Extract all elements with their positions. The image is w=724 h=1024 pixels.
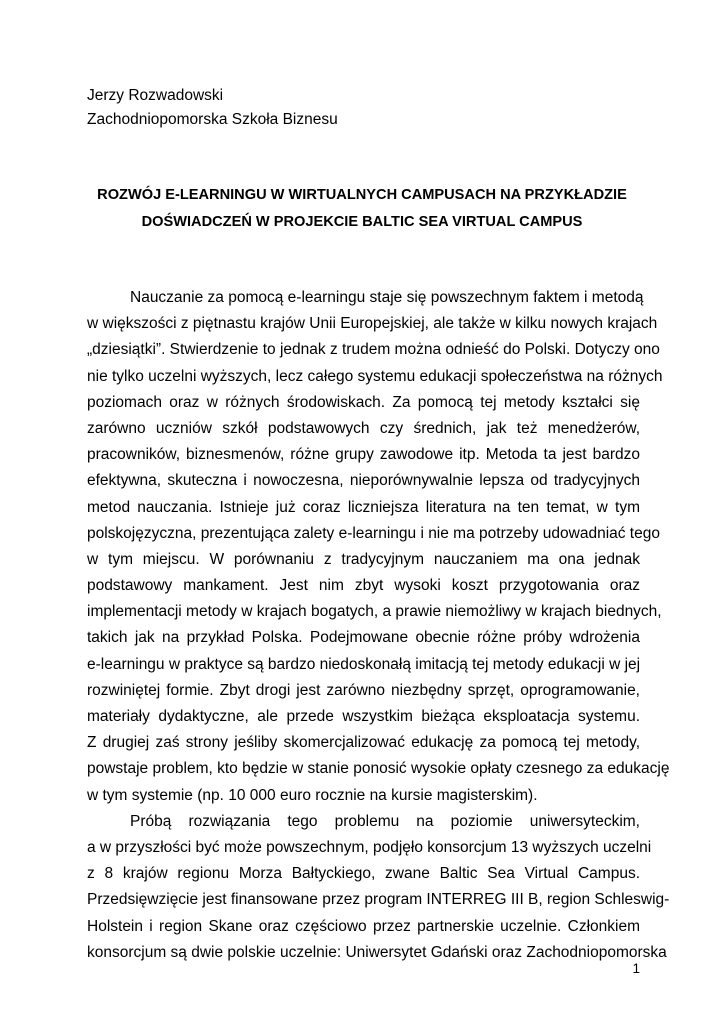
body-line: takich jak na przykład Polska. Podejmowane obecnie różne próby wdrożenia	[87, 629, 640, 647]
author-affiliation: Zachodniopomorska Szkoła Biznesu	[87, 111, 338, 128]
document-title	[60, 182, 664, 236]
body-line: w większości z piętnastu krajów Unii Europejskiej, ale także w kilku nowych krajach	[87, 315, 658, 333]
body-line: konsorcjum są dwie polskie uczelnie: Uniwersytet Gdański oraz Zachodniopomorska	[87, 943, 667, 961]
body-line: w tym miejscu. W porównaniu z tradycyjnym nauczaniem ma ona jednak	[87, 550, 640, 568]
body-line: Przedsięwzięcie jest finansowane przez program INTERREG III B, region Schleswig-	[87, 891, 670, 909]
body-line: w tym systemie (np. 10 000 euro rocznie na kursie magisterskim).	[87, 786, 538, 804]
author-name: Jerzy Rozwadowski	[87, 87, 224, 104]
body-text	[87, 285, 670, 966]
body-line: rozwiniętej formie. Zbyt drogi jest zarówno niezbędny sprzęt, oprogramowanie,	[87, 681, 640, 699]
body-line: efektywna, skuteczna i nowoczesna, nieporównywalnie lepsza od tradycyjnych	[87, 472, 640, 490]
body-line: zarówno uczniów szkół podstawowych czy średnich, jak też menedżerów,	[87, 419, 640, 437]
title-line-1: ROZWÓJ E-LEARNINGU W WIRTUALNYCH CAMPUSACH NA PRZYKŁADZIE	[97, 187, 627, 203]
author-block	[87, 84, 338, 132]
body-line: Próbą rozwiązania tego problemu na poziomie uniwersyteckim,	[130, 812, 640, 830]
body-line: Z drugiej zaś strony jeśliby skomercjalizować edukację za pomocą tej metody,	[87, 734, 640, 752]
title-line-2: DOŚWIADCZEŃ W PROJEKCIE BALTIC SEA VIRTUAL CAMPUS	[141, 214, 583, 230]
body-line: poziomach oraz w różnych środowiskach. Za pomocą tej metody kształci się	[87, 393, 640, 411]
body-line: a w przyszłości być może powszechnym, podjęło konsorcjum 13 wyższych uczelni	[87, 838, 652, 856]
body-line: nie tylko uczelni wyższych, lecz całego systemu edukacji społeczeństwa na różnych	[87, 367, 663, 385]
body-line: z 8 krajów regionu Morza Bałtyckiego, zwane Baltic Sea Virtual Campus.	[87, 865, 640, 883]
body-line: Nauczanie za pomocą e-learningu staje się powszechnym faktem i metodą	[130, 289, 644, 306]
body-line: polskojęzyczna, prezentująca zalety e-learningu i nie ma potrzeby udowadniać tego	[87, 524, 660, 542]
body-line: powstaje problem, kto będzie w stanie ponosić wysokie opłaty czesnego za edukację	[87, 760, 670, 778]
body-line: „dziesiątki”. Stwierdzenie to jednak z trudem można odnieść do Polski. Dotyczy ono	[87, 341, 660, 359]
body-line: implementacji metody w krajach bogatych, a prawie niemożliwy w krajach biednych,	[87, 603, 662, 621]
body-line: podstawowy mankament. Jest nim zbyt wysoki koszt przygotowania oraz	[87, 577, 640, 595]
body-line: e-learningu w praktyce są bardzo niedoskonałą imitacją tej metody edukacji w jej	[87, 655, 641, 673]
page-number: 1	[632, 961, 640, 976]
body-line: Holstein i region Skane oraz częściowo przez partnerskie uczelnie. Członkiem	[87, 917, 640, 935]
body-line: metod nauczania. Istnieje już coraz liczniejsza literatura na ten temat, w tym	[87, 498, 640, 516]
body-line: pracowników, biznesmenów, różne grupy zawodowe itp. Metoda ta jest bardzo	[87, 446, 640, 464]
body-line: materiały dydaktyczne, ale przede wszystkim bieżąca eksploatacja systemu.	[87, 708, 640, 725]
